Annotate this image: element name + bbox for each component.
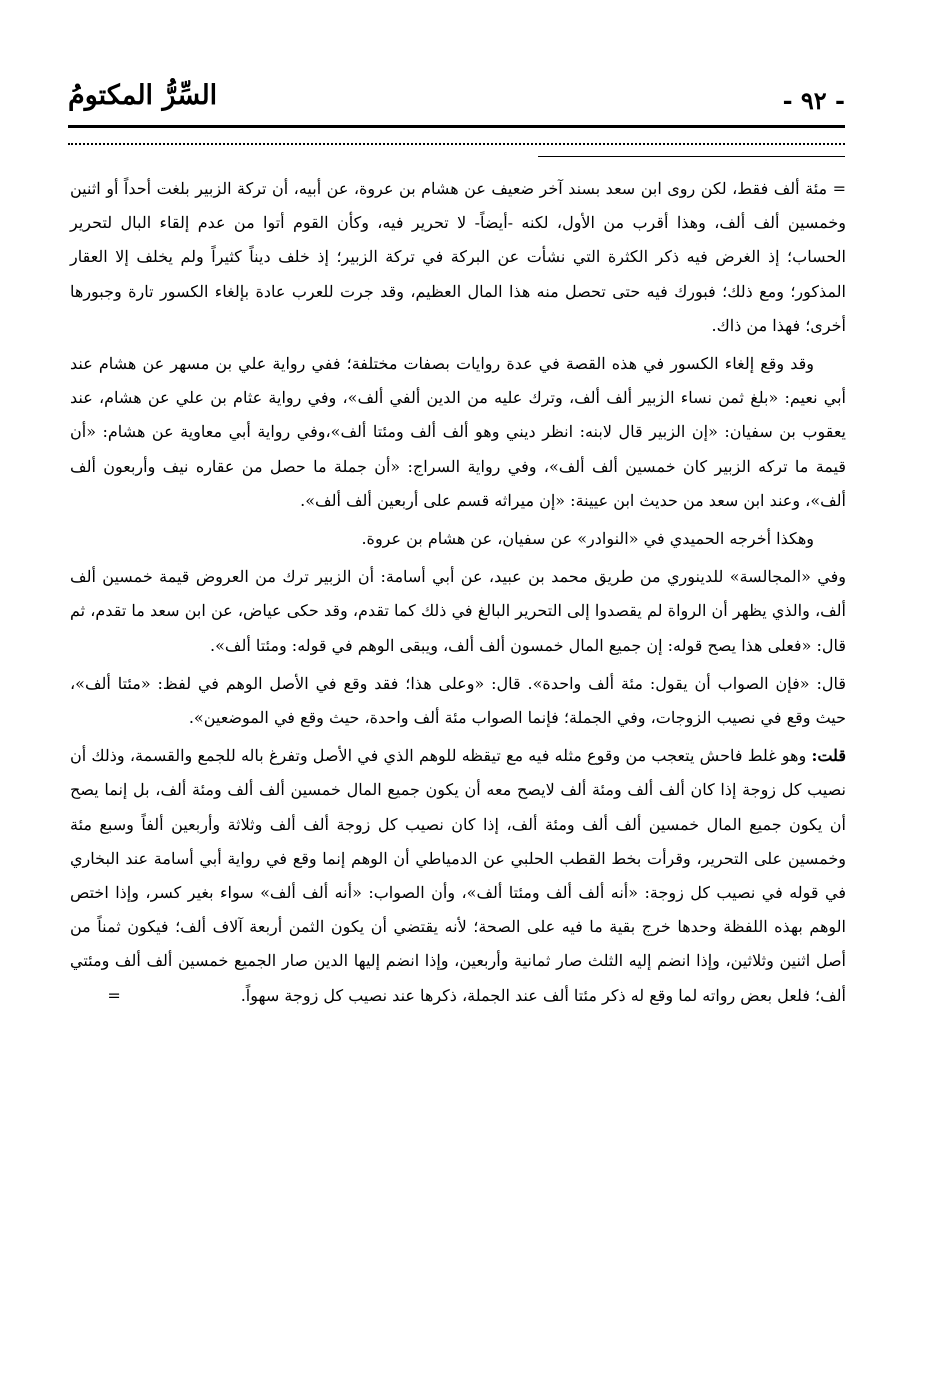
dotted-separator <box>68 143 845 145</box>
paragraph: قلت: وهو غلط فاحش يتعجب من وقوع مثله فيه مع تيقظه للوهم الذي في الأصل وتفرغ باله للجمع والقسمة، وذلك أن نصيب كل زوجة إذا كان ألف ألف ومئة ألف لايصح معه أن يكون جميع المال خمسين ألف ألف ومئة ألف، بل إنما يصح أن يكون جميع المال خمسين ألف ألف ومئة ألف، إذا كان نصيب كل زوجة ألف ألف وثلاثة وأربعين ألفاً وسبع مئة وخمسين على التحرير، وقرأت بخط القطب الحلبي عن الدمياطي أن الوهم إنما وقع في رواية أبي أسامة عند البخاري في قوله في نصيب كل زوجة: «أنه ألف ألف ومئتا ألف»، وأن الصواب: «أنه ألف ألف» سواء بغير كسر، وإذا اختص الوهم بهذه اللفظة وحدها خرج بقية ما فيه على الصحة؛ لأنه يقتضي أن يكون الثمن أربعة آلاف ألف؛ فيكون ثمناً من أصل اثنين وثلاثين، وإذا انضم إليه الثلث صار ثمانية وأربعين، وإذا انضم إليها الدين صار الجميع خمسين ألف ألف ومئتي ألف؛ فلعل بعض رواته لما وقع له ذكر مئتا ألف عند الجملة، ذكرها عند نصيب كل زوجة سهواً.= <box>70 739 846 1013</box>
header-rule <box>68 125 845 128</box>
paragraph: وفي «المجالسة» للدينوري من طريق محمد بن عبيد، عن أبي أسامة: أن الزبير ترك من العروض قيمة خمسين ألف ألف، والذي يظهر أن الرواة لم يقصدوا إلى التحرير البالغ في ذلك كما تقدم، وقد حكى عياض، عن ابن سعد ما تقدم، ثم قال: «فعلى هذا يصح قوله: إن جميع المال خمسون ألف ألف، ويبقى الوهم في قوله: ومئتا ألف». <box>70 567 846 655</box>
paragraph: وهكذا أخرجه الحميدي في «النوادر» عن سفيان، عن هشام بن عروة. <box>361 529 814 549</box>
paragraph: وقد وقع إلغاء الكسور في هذه القصة في عدة روايات بصفات مختلفة؛ ففي رواية علي بن مسهر عن هشام عند أبي نعيم: «بلغ ثمن نساء الزبير ألف ألف، وترك عليه من الدين ألفي ألف»، وفي رواية عثام بن علي عن هشام، عند يعقوب بن سفيان: «إن الزبير قال لابنه: انظر ديني وهو ألف ألف ومئتا ألف»،وفي رواية أبي معاوية عن هشام: «أن قيمة ما تركه الزبير كان خمسين ألف ألف»، وفي رواية السراج: «أن جملة ما حصل من عقاره نيف وأربعون ألف ألف»، وعند ابن سعد من حديث ابن عيينة: «إن ميراثه قسم على أربعين ألف ألف». <box>70 354 846 510</box>
footnote-text <box>70 172 846 1017</box>
paragraph: قال: «فإن الصواب أن يقول: مئة ألف واحدة». قال: «وعلى هذا؛ فقد وقع في الأصل الوهم في لفظ: «مئتا ألف»، حيث وقع في نصيب الزوجات، وفي الجملة؛ فإنما الصواب مئة ألف واحدة، حيث وقع في الموضعين». <box>70 673 846 728</box>
page-number: - ٩٢ - <box>782 86 845 115</box>
continuation-mark: = <box>107 985 121 1005</box>
paragraph: = مئة ألف فقط، لكن روى ابن سعد بسند آخر ضعيف عن هشام بن عروة، عن أبيه، أن تركة الزبير بلغت أحداً أو اثنين وخمسين ألف ألف، وهذا أقرب من الأول، لكنه -أيضاً- لا تحرير فيه، وكأن القوم أتوا من عدم إلقاء البال لتحرير الحساب؛ إذ الغرض فيه ذكر الكثرة التي نشأت عن البركة في تركة الزبير؛ إذ خلف ديناً كثيراً ولم يخلف إلا العقار المذكور؛ ومع ذلك؛ فبورك فيه حتى تحصل منه هذا المال العظيم، وقد جرت للعرب عادة بإلغاء الكسور تارة وجبورها أخرى؛ فهذا من ذاك. <box>70 179 846 335</box>
running-title: السِّرُّ المكتومُ <box>68 80 218 111</box>
page-header <box>68 76 845 120</box>
paragraph-label: قلت: <box>811 746 846 766</box>
footnote-rule <box>538 156 845 157</box>
